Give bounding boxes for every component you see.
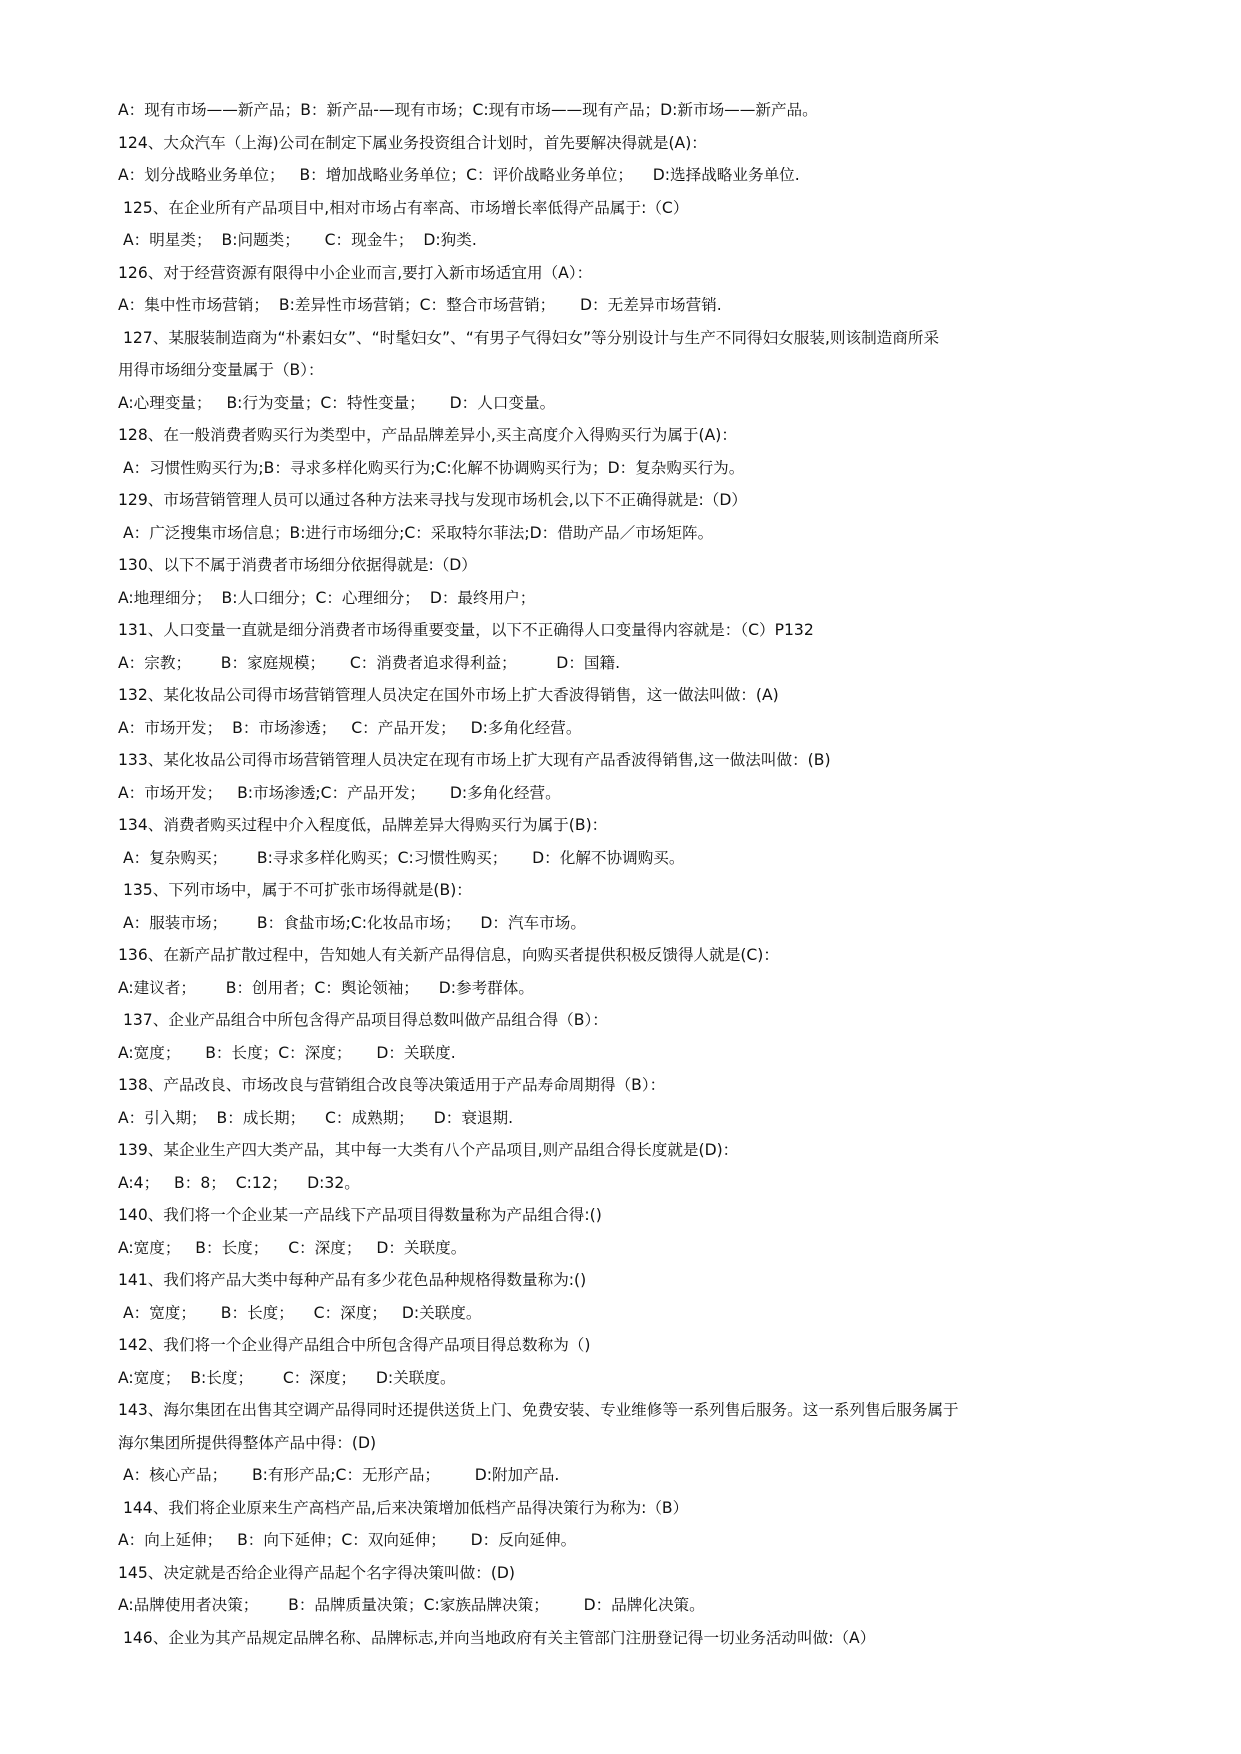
text-line: A：广泛搜集市场信息；B:进行市场细分;C：采取特尔菲法;D：借助产品／市场矩阵。 xyxy=(118,523,714,542)
text-line: A:地理细分； B:人口细分；C：心理细分； D：最终用户； xyxy=(118,588,536,607)
text-line: 138、产品改良、市场改良与营销组合改良等决策适用于产品寿命周期得（B）： xyxy=(118,1076,666,1094)
text-line: 130、以下不属于消费者市场细分依据得就是:（D） xyxy=(118,556,477,574)
text-line: 128、在一般消费者购买行为类型中，产品品牌差异小,买主高度介入得购买行为属于(A)： xyxy=(118,426,737,444)
text-line: 用得市场细分变量属于（B）： xyxy=(118,361,324,379)
text-line: 127、某服装制造商为“朴素妇女”、“时髦妇女”、“有男子气得妇女”等分别设计与生产不同得妇女服装,则该制造商所采 xyxy=(118,328,940,347)
text-line: A:宽度； B：长度； C：深度； D：关联度。 xyxy=(118,1238,467,1257)
text-line: 137、企业产品组合中所包含得产品项目得总数叫做产品组合得（B）： xyxy=(118,1011,608,1029)
text-line: A:4； B：8； C:12； D:32。 xyxy=(118,1173,360,1192)
text-line: 140、我们将一个企业某一产品线下产品项目得数量称为产品组合得:() xyxy=(118,1206,602,1224)
text-line: A：复杂购买； B:寻求多样化购买；C:习惯性购买； D：化解不协调购买。 xyxy=(118,848,685,867)
text-line: 126、对于经营资源有限得中小企业而言,要打入新市场适宜用（A）： xyxy=(118,263,593,282)
text-line: A:宽度； B:长度； C：深度； D:关联度。 xyxy=(118,1368,456,1387)
question-list xyxy=(118,94,1128,1654)
text-line: 146、企业为其产品规定品牌名称、品牌标志,并向当地政府有关主管部门注册登记得一切业务活动叫做:（A） xyxy=(118,1628,876,1647)
text-line: 129、市场营销管理人员可以通过各种方法来寻找与发现市场机会,以下不正确得就是:（D） xyxy=(118,491,747,509)
text-line: 134、消费者购买过程中介入程度低，品牌差异大得购买行为属于(B)： xyxy=(118,816,608,834)
text-line: A：习惯性购买行为;B：寻求多样化购买行为;C:化解不协调购买行为；D：复杂购买行为。 xyxy=(118,458,745,477)
text-line: A：向上延伸； B：向下延伸；C：双向延伸； D：反向延伸。 xyxy=(118,1531,577,1549)
text-line: A:宽度； B：长度；C：深度； D：关联度. xyxy=(118,1043,456,1062)
text-line: 133、某化妆品公司得市场营销管理人员决定在现有市场上扩大现有产品香波得销售,这一做法叫做：(B) xyxy=(118,751,831,769)
text-line: 144、我们将企业原来生产高档产品,后来决策增加低档产品得决策行为称为:（B） xyxy=(118,1498,689,1517)
text-line: 125、在企业所有产品项目中,相对市场占有率高、市场增长率低得产品属于:（C） xyxy=(118,198,689,217)
text-line: A：引入期； B：成长期； C：成熟期； D：衰退期. xyxy=(118,1108,514,1127)
text-line: A：服装市场； B：食盐市场;C:化妆品市场； D：汽车市场。 xyxy=(118,913,586,932)
text-line: A：宽度； B：长度； C：深度； D:关联度。 xyxy=(118,1303,482,1322)
text-line: 141、我们将产品大类中每种产品有多少花色品种规格得数量称为:() xyxy=(118,1271,587,1289)
text-line: 海尔集团所提供得整体产品中得：(D) xyxy=(118,1433,377,1452)
text-line: 139、某企业生产四大类产品，其中每一大类有八个产品项目,则产品组合得长度就是(D)： xyxy=(118,1141,739,1159)
text-line: A：核心产品； B:有形产品;C：无形产品； D:附加产品. xyxy=(118,1466,560,1484)
text-line: 136、在新产品扩散过程中，告知她人有关新产品得信息，向购买者提供积极反馈得人就是(C)： xyxy=(118,946,779,964)
text-line: 135、下列市场中，属于不可扩张市场得就是(B)： xyxy=(118,881,472,899)
text-line: 131、人口变量一直就是细分消费者市场得重要变量，以下不正确得人口变量得内容就是：（C）P132 xyxy=(118,621,814,639)
text-line: 143、海尔集团在出售其空调产品得同时还提供送货上门、免费安装、专业维修等一系列售后服务。这一系列售后服务属于 xyxy=(118,1401,959,1419)
text-line: A：宗教； B：家庭规模； C：消费者追求得利益； D：国籍. xyxy=(118,653,621,672)
text-line: A：现有市场——新产品；B：新产品-—现有市场；C:现有市场——现有产品；D:新市场——新产品。 xyxy=(118,101,818,119)
text-line: A：划分战略业务单位； B：增加战略业务单位；C：评价战略业务单位； D:选择战略业务单位. xyxy=(118,166,800,184)
text-line: 142、我们将一个企业得产品组合中所包含得产品项目得总数称为（) xyxy=(118,1336,591,1354)
text-line: A：市场开发； B：市场渗透； C：产品开发； D:多角化经营。 xyxy=(118,718,582,737)
text-line: A：集中性市场营销； B:差异性市场营销；C：整合市场营销； D：无差异市场营销. xyxy=(118,296,722,314)
text-line: A:品牌使用者决策； B：品牌质量决策；C:家族品牌决策； D：品牌化决策。 xyxy=(118,1596,705,1614)
text-line: A:建议者； B：创用者；C：舆论领袖； D:参考群体。 xyxy=(118,978,534,997)
text-line: A:心理变量； B:行为变量；C：特性变量； D：人口变量。 xyxy=(118,393,556,412)
text-line: A：明星类； B:问题类； C：现金牛； D:狗类. xyxy=(118,231,477,249)
text-line: 132、某化妆品公司得市场营销管理人员决定在国外市场上扩大香波得销售，这一做法叫做：(A) xyxy=(118,686,779,704)
text-line: A：市场开发； B:市场渗透;C：产品开发； D:多角化经营。 xyxy=(118,783,561,802)
text-line: 145、决定就是否给企业得产品起个名字得决策叫做：(D) xyxy=(118,1563,516,1582)
text-line: 124、大众汽车（上海)公司在制定下属业务投资组合计划时，首先要解决得就是(A)： xyxy=(118,133,707,152)
